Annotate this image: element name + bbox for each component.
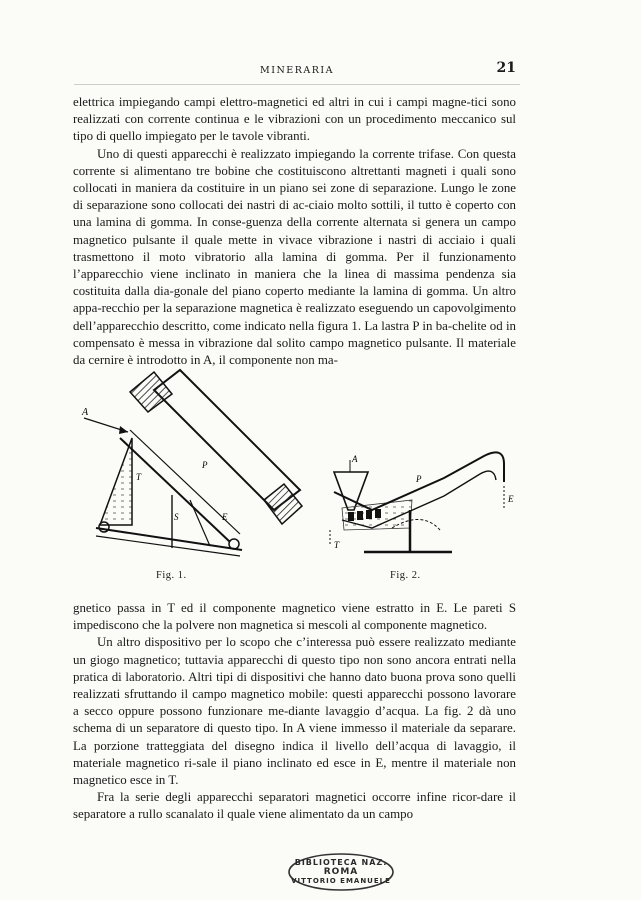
stamp-line-2: ROMA (323, 867, 359, 877)
paragraph: elettrica impiegando campi elettro-magnetici ed altri in cui i campi magne-tici sono realizzati con corrente continua e le vibrazioni con un procedimento meccanico sul tipo di quello impiegato per le tavole vibranti. (73, 95, 516, 144)
fig1-label-a: A (82, 407, 89, 418)
page-number: 21 (496, 60, 516, 76)
fig1-label-t: T (136, 472, 142, 482)
paragraph: gnetico passa in T ed il componente magnetico viene estratto in E. Le pareti S impediscono che la polvere non magnetica si mescoli al componente magnetico. (73, 601, 516, 633)
fig2-label-p: P (416, 474, 422, 484)
figure-2-drawing (330, 452, 514, 552)
figure-1-drawing (81, 370, 302, 556)
paragraph: Fra la serie degli apparecchi separatori magnetici occorre infine ricor-dare il separatore a rullo scanalato il quale viene alimentato da un campo (73, 790, 516, 822)
fig2-label-e: E (508, 494, 514, 504)
text-block-bottom (73, 600, 516, 824)
text-block-top (73, 94, 516, 369)
figure-2-caption: Fig. 2. (390, 570, 421, 581)
stamp-line-3: VITTORIO EMANUELE (291, 877, 391, 885)
figure-drawings (72, 360, 552, 590)
running-head: MINERARIA (259, 65, 334, 76)
fig2-label-t: T (334, 540, 340, 550)
fig1-label-s: S (174, 512, 179, 522)
fig1-wall-e (190, 500, 210, 546)
fig2-label-a: A (352, 454, 358, 464)
fig1-label-p: P (202, 460, 208, 470)
library-stamp (287, 852, 395, 892)
fig1-plate (120, 438, 230, 542)
paragraph: Un altro dispositivo per lo scopo che c’interessa può essere realizzato mediante un giogo magnetico; tuttavia apparecchi di questo tipo non sono ancora entrati nella pratica di laboratorio. Altri tipi di dispositivi che hanno dato buona prova sono quelli realizzati sfruttando il campo magnetico mobile: questi apparecchi possono lavorare a secco oppure possono funzionare me-diante lavaggio d’acqua. La fig. 2 dà uno schema di un separatore di questo tipo. In A viene immesso il materiale da separare. La porzione tratteggiata del disegno indica il livello dell’acqua di lavaggio, il materiale magnetico ri-sale il piano inclinato ed esce in E, mentre il materiale non magnetico esce in T. (73, 635, 516, 788)
fig1-frame (100, 438, 132, 525)
figures-area (72, 360, 552, 590)
arrow-icon (119, 426, 128, 434)
figure-1-caption: Fig. 1. (156, 570, 187, 581)
stamp-line-1: BIBLIOTECA NAZ. (294, 858, 388, 867)
page-header (74, 62, 520, 85)
fig1-label-e: E (222, 512, 228, 522)
fig2-hopper (334, 472, 368, 510)
paragraph: Uno di questi apparecchi è realizzato impiegando la corrente trifase. Con questa corrente si alimentano tre bobine che costituiscono altrettanti magneti i quali sono collocati in maniera da costituire in un piano sei zone di separazione. Lungo le zone di separazione sono collocati dei nastri di ac-ciaio molto sottili, il tutto è coperto con una lamina di gomma. In conse-guenza della corrente alternata si genera un campo magnetico pulsante il quale mette in vivace vibrazione i nastri di acciaio i quali trasmettono il moto vibratorio alla lamina di gomma. Per il funzionamento l’apparecchio viene inclinato in maniera che la linea di massima pendenza sia costituita dalla dia-gonale del piano coperto mediante la lamina di gomma. Un altro appa-recchio per la separazione magnetica è realizzato eseguendo un capovolgimento dell’apparecchio descritto, come indicato nella figura 1. La lastra P in ba-chelite od in compensato è messa in vibrazione dal solito campo magnetico pulsante. Il materiale da cernire è introdotto in A, il componente non ma- (73, 146, 516, 368)
fig1-block-top (130, 372, 172, 412)
fig1-block-bottom (264, 484, 302, 524)
fig1-roller-right (229, 539, 239, 549)
